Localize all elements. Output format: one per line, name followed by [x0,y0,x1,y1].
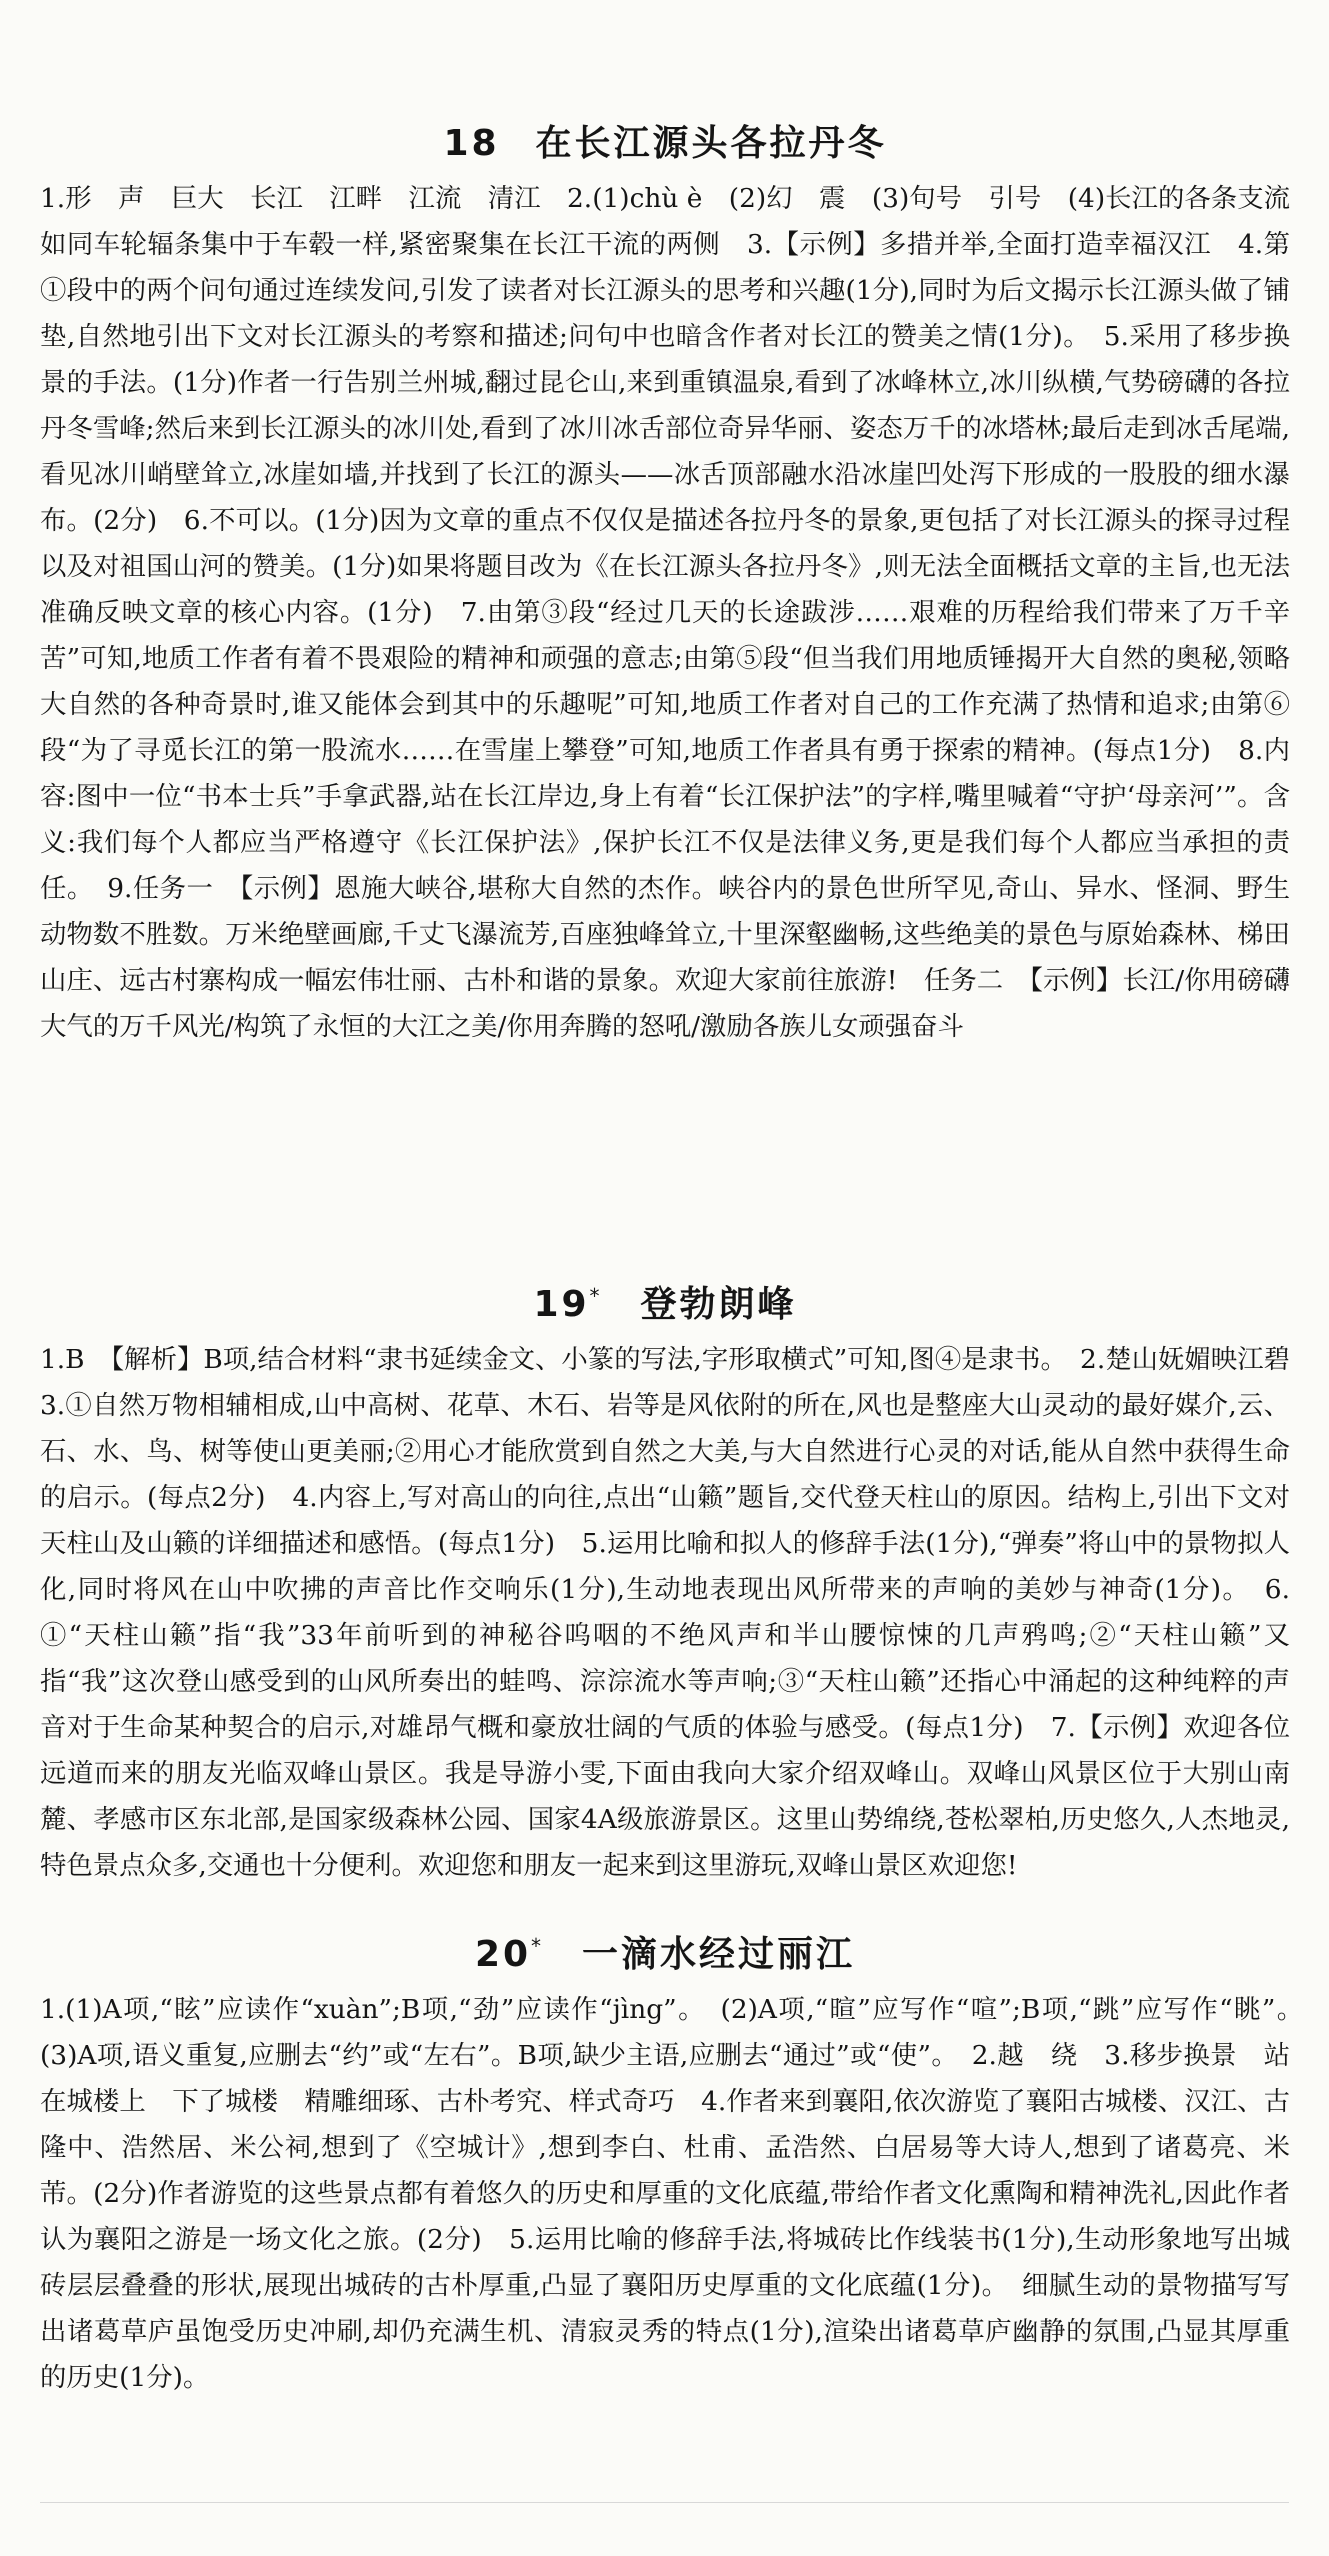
section-body: 1.(1)A项,“眩”应读作“xuàn”;B项,“劲”应读作“jìng”。 (2)A项,“暄”应写作“喧”;B项,“跳”应写作“眺”。 (3)A项,语义重复,应删去“约”或“左右”。B项,缺少主语,应删去“通过”或“使”。 2.越 绕 3.移步换景 站在城楼上 下了城楼 精雕细琢、古朴考究、样式奇巧 4.作者来到襄阳,依次游览了襄阳古城楼、汉江、古隆中、浩然居、米公祠,想到了《空城计》,想到李白、杜甫、孟浩然、白居易等大诗人,想到了诸葛亮、米芾。(2分)作者游览的这些景点都有着悠久的历史和厚重的文化底蕴,带给作者文化熏陶和精神洗礼,因此作者认为襄阳之游是一场文化之旅。(2分) 5.运用比喻的修辞手法,将城砖比作线装书(1分),生动形象地写出城砖层层叠叠的形状,展现出城砖的古朴厚重,凸显了襄阳历史厚重的文化底蕴(1分)。 细腻生动的景物描写写出诸葛草庐虽饱受历史冲刷,却仍充满生机、清寂灵秀的特点(1分),渲染出诸葛草庐幽静的氛围,凸显其厚重的历史(1分)。 [40,1994,1317,2393]
section-20 [40,1918,1317,2401]
bottom-divider [40,2502,1289,2503]
section-body: 1.形 声 巨大 长江 江畔 江流 清江 2.(1)chù è (2)幻 震 (3)句号 引号 (4)长江的各条支流如同车轮辐条集中于车毂一样,紧密聚集在长江干流的两侧 3.【示例】多措并举,全面打造幸福汉江 4.第①段中的两个问句通过连续发问,引发了读者对长江源头的思考和兴趣(1分),同时为后文揭示长江源头做了铺垫,自然地引出下文对长江源头的考察和描述;问句中也暗含作者对长江的赞美之情(1分)。 5.采用了移步换景的手法。(1分)作者一行告别兰州城,翻过昆仑山,来到重镇温泉,看到了冰峰林立,冰川纵横,气势磅礴的各拉丹冬雪峰;然后来到长江源头的冰川处,看到了冰川冰舌部位奇异华丽、姿态万千的冰塔林;最后走到冰舌尾端,看见冰川峭壁耸立,冰崖如墙,并找到了长江的源头——冰舌顶部融水沿冰崖凹处泻下形成的一股股的细水瀑布。(2分) 6.不可以。(1分)因为文章的重点不仅仅是描述各拉丹冬的景象,更包括了对长江源头的探寻过程以及对祖国山河的赞美。(1分)如果将题目改为《在长江源头各拉丹冬》,则无法全面概括文章的主旨,也无法准确反映文章的核心内容。(1分) 7.由第③段“经过几天的长途跋涉……艰难的历程给我们带来了万千辛苦”可知,地质工作者有着不畏艰险的精神和顽强的意志;由第⑤段“但当我们用地质锤揭开大自然的奥秘,领略大自然的各种奇景时,谁又能体会到其中的乐趣呢”可知,地质工作者对自己的工作充满了热情和追求;由第⑥段“为了寻觅长江的第一股流水……在雪崖上攀登”可知,地质工作者具有勇于探索的精神。(每点1分) 8.内容:图中一位“书本士兵”手拿武器,站在长江岸边,身上有着“长江保护法”的字样,嘴里喊着“守护‘母亲河’”。含义:我们每个人都应当严格遵守《长江保护法》,保护长江不仅是法律义务,更是我们每个人都应当承担的责任。 9.任务一 【示例】恩施大峡谷,堪称大自然的杰作。峡谷内的景色世所罕见,奇山、异水、怪洞、野生动物数不胜数。万米绝壁画廊,千丈飞瀑流芳,百座独峰耸立,十里深壑幽畅,这些绝美的景色与原始森林、梯田山庄、远古村寨构成一幅宏伟壮丽、古朴和谐的景象。欢迎大家前往旅游! 任务二 【示例】长江/你用磅礴大气的万千风光/构筑了永恒的大江之美/你用奔腾的怒吼/激励各族儿女顽强奋斗 [40,183,1290,1042]
section-title [40,1268,1290,1333]
section-title-text: 登勃朗峰 [640,1284,797,1325]
section-title [40,1918,1290,1983]
section-number: 20 [474,1934,532,1975]
section-title [40,116,1290,172]
section-title-text: 一滴水经过丽江 [582,1934,856,1975]
section-title-text: 在长江源头各拉丹冬 [535,123,887,164]
section-18 [40,116,1290,1050]
optional-star: * [531,1934,545,1958]
section-19 [40,1268,1317,1889]
section-number: 19 [533,1284,590,1325]
section-number: 18 [443,123,500,164]
optional-star: * [589,1284,603,1308]
section-body: 1.B 【解析】B项,结合材料“隶书延续金文、小篆的写法,字形取横式”可知,图④是隶书。 2.楚山妩媚映江碧 3.①自然万物相辅相成,山中高树、花草、木石、岩等是风依附的所在,风也是整座大山灵动的最好媒介,云、石、水、鸟、树等使山更美丽;②用心才能欣赏到自然之大美,与大自然进行心灵的对话,能从自然中获得生命的启示。(每点2分) 4.内容上,写对高山的向往,点出“山籁”题旨,交代登天柱山的原因。结构上,引出下文对天柱山及山籁的详细描述和感悟。(每点1分) 5.运用比喻和拟人的修辞手法(1分),“弹奏”将山中的景物拟人化,同时将风在山中吹拂的声音比作交响乐(1分),生动地表现出风所带来的声响的美妙与神奇(1分)。 6.①“天柱山籁”指“我”33年前听到的神秘谷呜咽的不绝风声和半山腰惊悚的几声鸦鸣;②“天柱山籁”又指“我”这次登山感受到的山风所奏出的蛙鸣、淙淙流水等声响;③“天柱山籁”还指心中涌起的这种纯粹的声音对于生命某种契合的启示,对雄昂气概和豪放壮阔的气质的体验与感受。(每点1分) 7.【示例】欢迎各位远道而来的朋友光临双峰山景区。我是导游小雯,下面由我向大家介绍双峰山。双峰山风景区位于大别山南麓、孝感市区东北部,是国家级森林公园、国家4A级旅游景区。这里山势绵绕,苍松翠柏,历史悠久,人杰地灵,特色景点众多,交通也十分便利。欢迎您和朋友一起来到这里游玩,双峰山景区欢迎您! [40,1344,1317,1881]
